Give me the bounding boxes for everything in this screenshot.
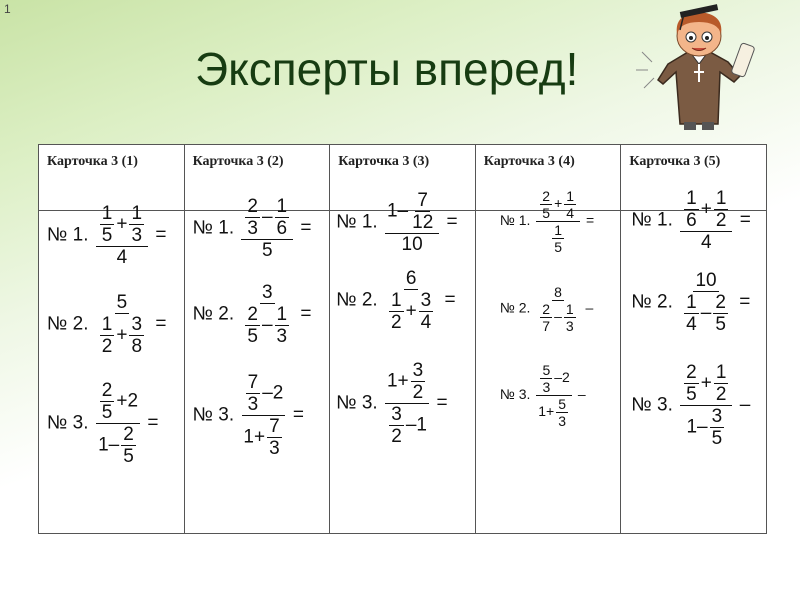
cards-table (38, 144, 767, 534)
task-2-expression: № 2. 5 $\frac{1}{2}$ + $\frac{3}{8}$ = (47, 292, 167, 357)
task-number: № 3. (499, 386, 531, 403)
task-1-expression: № 1. $\frac{1}{5}$ + $\frac{1}{3}$ 4 = (47, 203, 167, 268)
table-row (39, 211, 767, 534)
equals-sign: = (147, 412, 159, 434)
column-header: Карточка 3 (3) (330, 145, 476, 211)
task-number: № 3. (192, 404, 235, 426)
equals-sign: = (585, 212, 595, 229)
slide-title: Эксперты вперед! (195, 43, 579, 95)
task-2-expression: № 2. 3 $\frac{2}{5}$ – $\frac{1}{3}$ = (192, 282, 312, 347)
card-cell (621, 188, 767, 534)
column-header: Карточка 3 (5) (621, 145, 767, 211)
task-1-expression: № 1. $\frac{1}{6}$ + $\frac{1}{2}$ 4 = (631, 188, 751, 253)
task-1-expression: № 1. $\frac{2}{5}$ + $\frac{1}{4}$ $\frac{1}{5}$ = (499, 188, 595, 255)
equals-sign: = (300, 303, 312, 325)
equals-sign: = (446, 211, 458, 233)
dash-sign: – (585, 299, 594, 316)
task-number: № 2. (192, 303, 235, 325)
task-1-expression: № 1. $\frac{2}{3}$ – $\frac{1}{6}$ 5 = (192, 196, 312, 261)
task-1-expression: № 1. 1– $\frac{7}{12}$ 10 = (336, 190, 458, 255)
graduate-mascot-illustration (628, 4, 768, 136)
equals-sign: = (436, 392, 448, 414)
dash-sign: – (739, 394, 751, 416)
column-header: Карточка 3 (2) (184, 145, 330, 211)
task-number: № 2. (47, 313, 89, 335)
task-2-expression: № 2. 8 $\frac{2}{7}$ – $\frac{1}{3}$ – (499, 284, 594, 334)
equals-sign: = (155, 224, 167, 246)
card-cell (475, 188, 621, 534)
task-number: № 1. (192, 217, 235, 239)
task-number: № 1. (631, 209, 673, 231)
task-number: № 3. (336, 392, 378, 414)
equals-sign: = (444, 289, 456, 311)
task-number: № 1. (499, 212, 531, 229)
task-2-expression: № 2. 10 $\frac{1}{4}$ – $\frac{2}{5}$ = (631, 270, 751, 335)
dash-sign: – (577, 386, 586, 403)
equals-sign: = (739, 209, 751, 231)
task-number: № 1. (336, 211, 378, 233)
column-header: Карточка 3 (4) (475, 145, 621, 211)
task-3-expression: № 3. $\frac{2}{5}$ + $\frac{1}{2}$ 1– $\frac{3}{5}$ – (631, 362, 751, 449)
equals-sign: = (292, 404, 305, 426)
task-number: № 1. (47, 224, 89, 246)
task-number: № 2. (336, 289, 378, 311)
task-number: № 3. (631, 394, 673, 416)
task-number: № 3. (47, 412, 89, 434)
task-3-expression: № 3. 1+ $\frac{3}{2}$ $\frac{3}{2}$ –1 = (336, 360, 448, 447)
card-cell (184, 196, 330, 534)
equals-sign: = (300, 217, 312, 239)
column-header: Карточка 3 (1) (39, 145, 185, 211)
task-3-expression: № 3. $\frac{2}{5}$ +2 1– $\frac{2}{5}$ = (47, 380, 159, 467)
equals-sign: = (155, 313, 167, 335)
task-number: № 2. (499, 299, 531, 316)
task-2-expression: № 2. 6 $\frac{1}{2}$ + $\frac{3}{4}$ = (336, 268, 456, 333)
card-cell (330, 190, 476, 534)
task-3-expression: № 3. $\frac{7}{3}$ –2 1+ $\frac{7}{3}$ = (192, 372, 305, 459)
slide-number: 1 (4, 2, 11, 16)
card-cell (39, 203, 185, 534)
task-number: № 2. (631, 291, 673, 313)
task-3-expression: № 3. $\frac{5}{3}$ –2 1+ $\frac{5}{3}$ – (499, 362, 586, 429)
equals-sign: = (739, 291, 751, 313)
